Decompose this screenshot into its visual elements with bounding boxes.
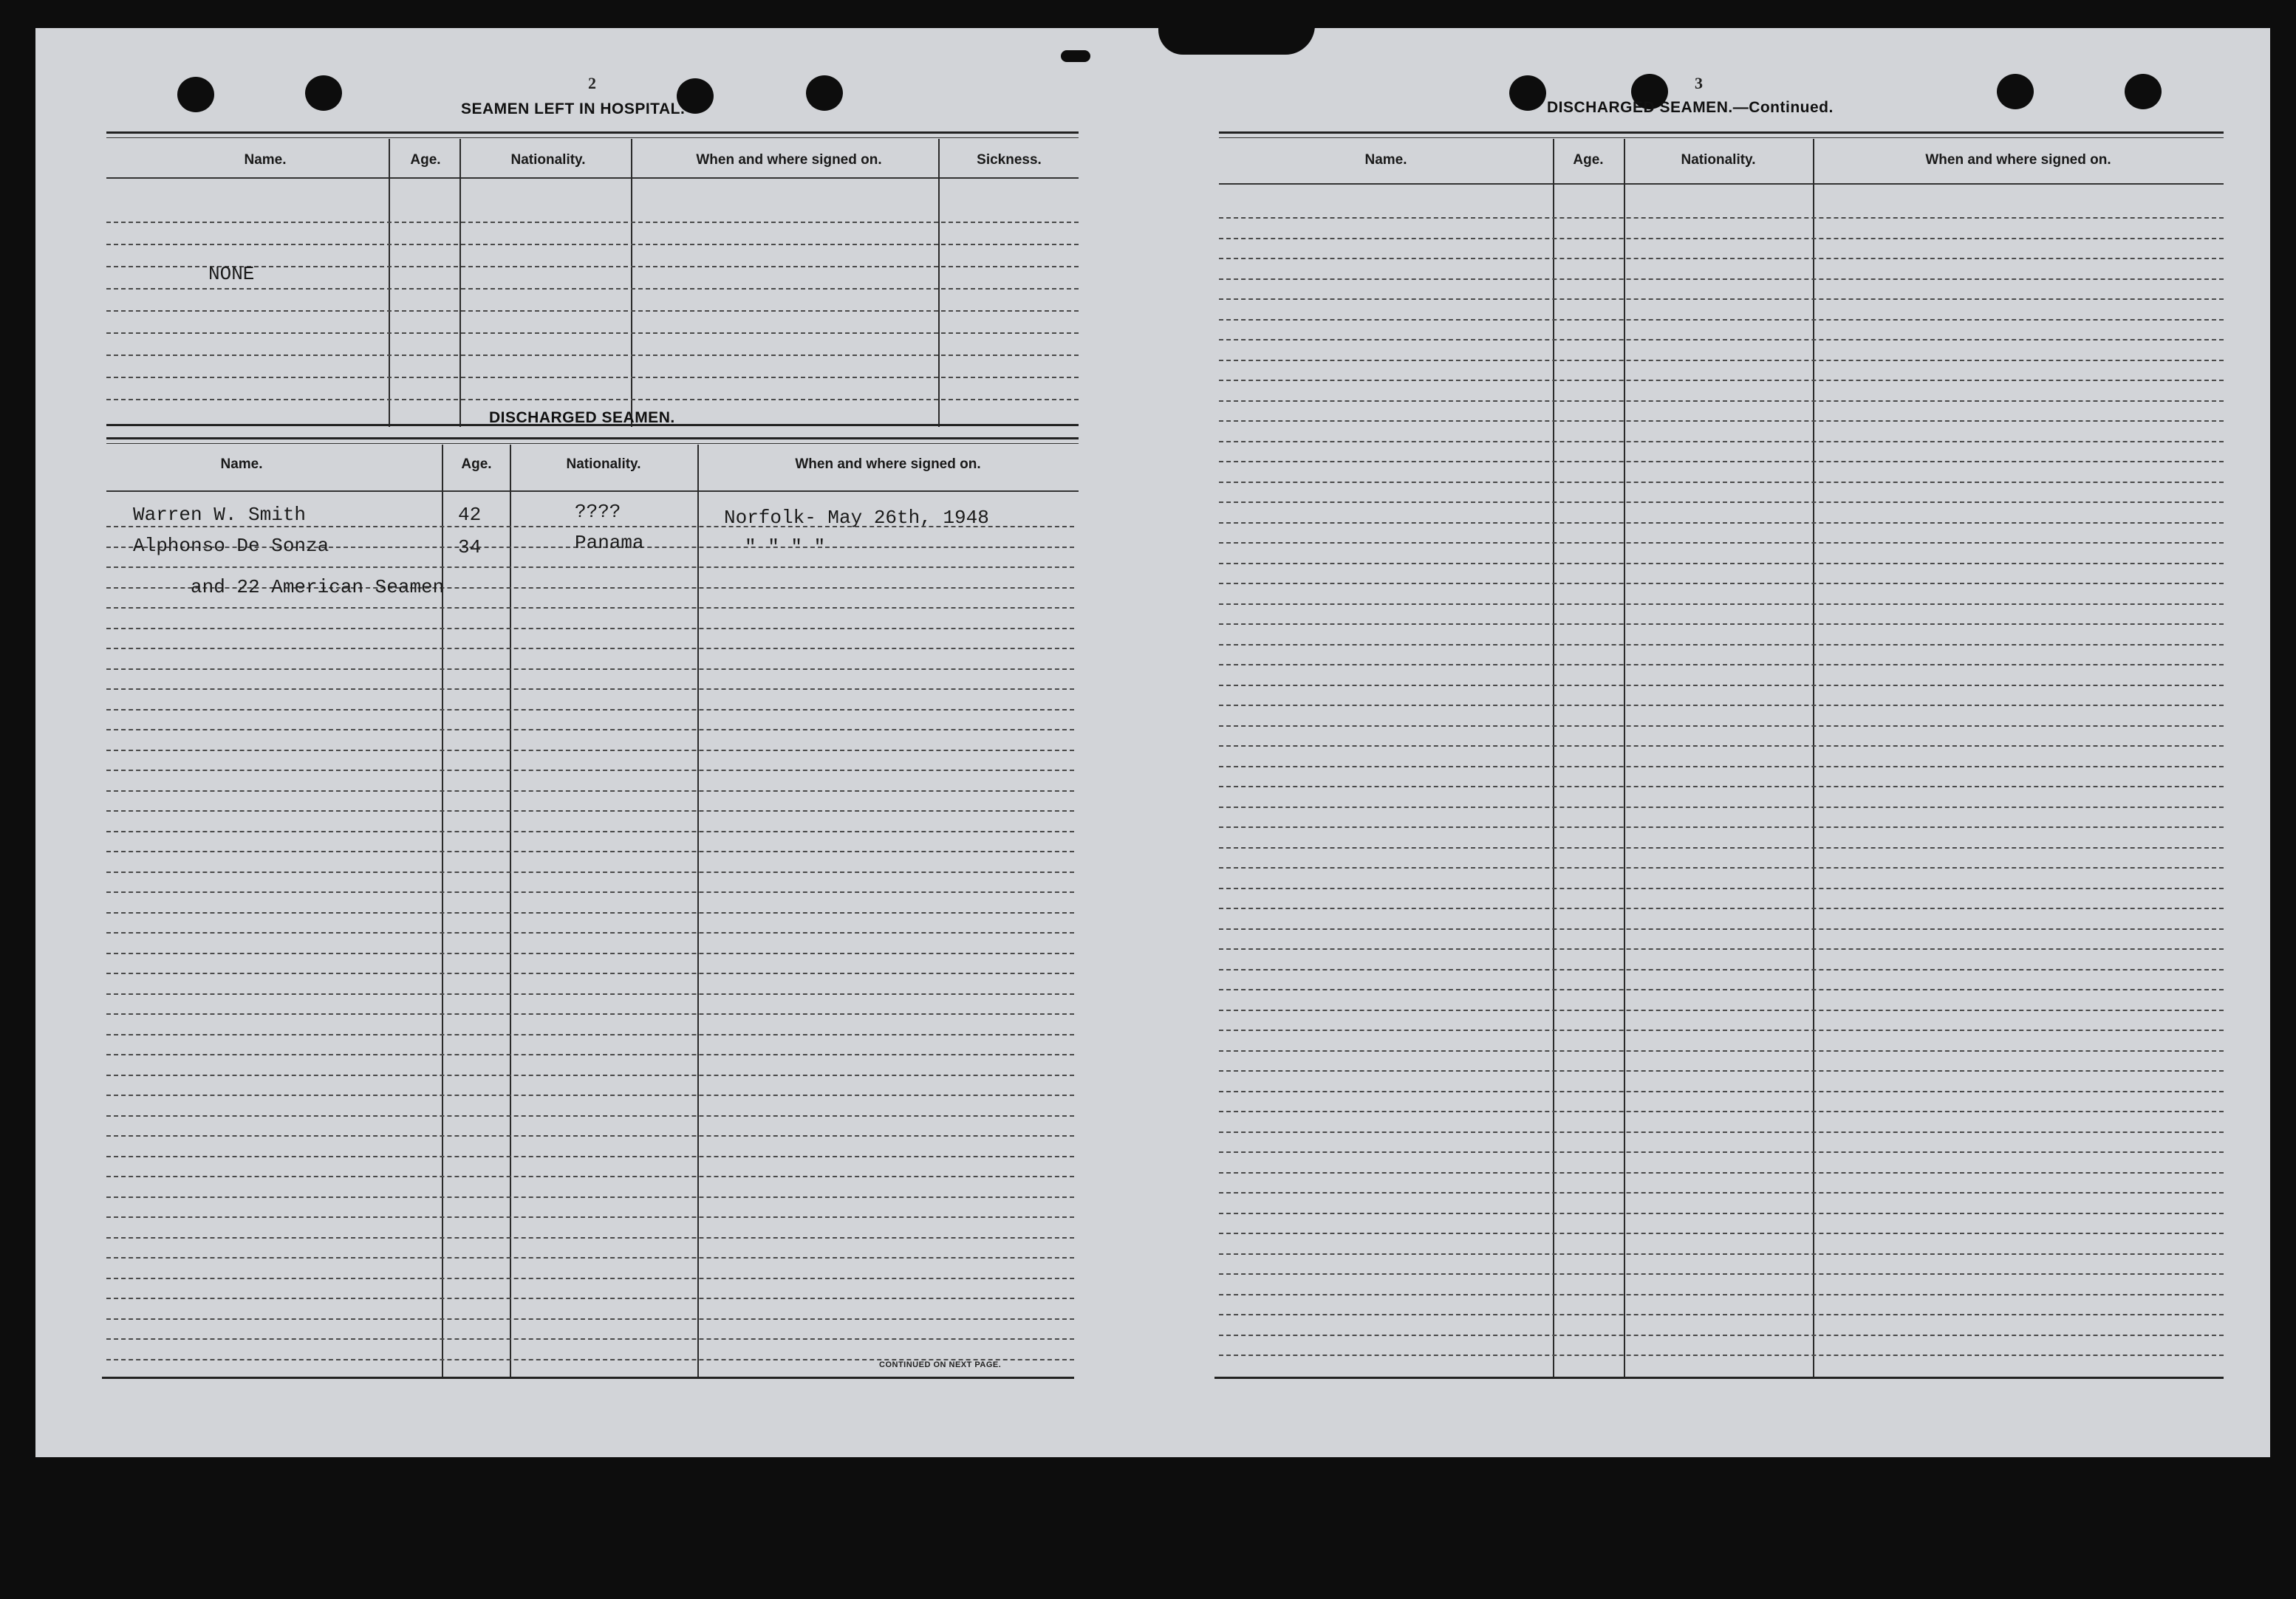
entry-line <box>1219 1131 2224 1133</box>
entry-line <box>1219 1213 2224 1214</box>
entry-line <box>106 1237 1074 1239</box>
page-number: 3 <box>1695 74 1703 92</box>
entry-line <box>106 332 1079 334</box>
entry-line <box>106 953 1074 954</box>
header-rule <box>1219 183 2224 185</box>
hospital-entry-none: NONE <box>208 263 255 285</box>
entry-line <box>106 566 1074 568</box>
entry-line <box>1219 603 2224 605</box>
entry-line <box>106 770 1074 771</box>
seaman-nationality: Panama <box>575 532 644 554</box>
entry-line <box>1219 360 2224 361</box>
entry-line <box>1219 807 2224 808</box>
entry-line <box>1219 989 2224 990</box>
entry-line <box>1219 441 2224 442</box>
col-header-signed-on: When and where signed on. <box>1925 152 2111 168</box>
column-rule <box>1624 139 1625 1377</box>
entry-line <box>106 709 1074 711</box>
seaman-signed-on: Norfolk- May 26th, 1948 <box>724 507 989 529</box>
col-header-nationality: Nationality. <box>510 152 586 168</box>
entry-line <box>1219 501 2224 503</box>
entry-line <box>1219 461 2224 462</box>
column-rule <box>1813 139 1814 1377</box>
entry-line <box>1219 339 2224 340</box>
entry-line <box>106 831 1074 832</box>
entry-line <box>106 1257 1074 1259</box>
entry-line <box>1219 1050 2224 1052</box>
entry-line <box>106 891 1074 893</box>
col-header-name: Name. <box>244 152 287 168</box>
entry-line <box>1219 1070 2224 1072</box>
entry-line <box>1219 420 2224 422</box>
col-header-age: Age. <box>461 456 492 472</box>
col-header-sickness: Sickness. <box>977 152 1042 168</box>
entry-line <box>1219 298 2224 300</box>
entry-line <box>106 244 1079 245</box>
entry-line <box>1219 1151 2224 1153</box>
entry-line <box>106 648 1074 649</box>
entry-line <box>106 1216 1074 1218</box>
entry-line <box>1219 867 2224 869</box>
entry-line <box>1219 1294 2224 1295</box>
header-rule <box>106 177 1079 179</box>
entry-line <box>1219 1233 2224 1234</box>
entry-line <box>1219 725 2224 727</box>
column-rule <box>938 139 940 427</box>
entry-line <box>106 1278 1074 1279</box>
entry-line <box>106 628 1074 629</box>
entry-line <box>106 912 1074 914</box>
punch-hole <box>1997 74 2034 109</box>
entry-line <box>106 1054 1074 1055</box>
entry-line <box>1219 319 2224 321</box>
entry-line <box>106 851 1074 852</box>
entry-line <box>1219 380 2224 381</box>
entry-line <box>106 607 1074 609</box>
entry-line <box>106 1115 1074 1117</box>
seaman-name: Warren W. Smith <box>133 504 307 526</box>
entry-line <box>1219 1273 2224 1275</box>
table-top-rule <box>1219 131 2224 134</box>
entry-line <box>106 790 1074 792</box>
col-header-signed-on: When and where signed on. <box>795 456 981 472</box>
table-top-rule <box>106 437 1079 439</box>
entry-line <box>1219 583 2224 584</box>
entry-line <box>106 1196 1074 1198</box>
entry-line <box>106 1156 1074 1157</box>
punch-hole <box>1509 75 1546 111</box>
table-bottom-rule <box>1214 1377 2224 1379</box>
entry-line <box>106 993 1074 995</box>
continued-footer: CONTINUED ON NEXT PAGE. <box>879 1360 1002 1369</box>
punch-hole <box>305 75 342 111</box>
entry-line <box>1219 908 2224 909</box>
entry-line <box>106 399 1079 400</box>
entry-line <box>1219 847 2224 849</box>
seaman-nationality: ???? <box>575 501 621 523</box>
entry-line <box>1219 664 2224 665</box>
entry-line <box>106 750 1074 751</box>
entry-line <box>106 810 1074 812</box>
entry-line <box>106 288 1079 290</box>
punch-hole <box>2125 74 2162 109</box>
entry-line <box>1219 238 2224 239</box>
header-rule <box>106 490 1079 492</box>
entry-line <box>1219 745 2224 747</box>
entry-line <box>1219 685 2224 686</box>
table-bottom-rule <box>102 1377 1074 1379</box>
entry-line <box>106 1338 1074 1340</box>
entry-line <box>106 1176 1074 1177</box>
table-top-rule <box>106 137 1079 138</box>
entry-line <box>1219 705 2224 706</box>
entry-line <box>1219 1192 2224 1194</box>
entry-line <box>106 1034 1074 1035</box>
hospital-section-title: SEAMEN LEFT IN HOSPITAL. <box>461 100 686 117</box>
entry-line <box>106 1135 1074 1137</box>
entry-line <box>1219 826 2224 828</box>
col-header-nationality: Nationality. <box>1681 152 1756 168</box>
column-rule <box>459 139 461 427</box>
entry-line <box>106 1298 1074 1299</box>
col-header-age: Age. <box>410 152 441 168</box>
entry-line <box>1219 1314 2224 1315</box>
table-top-rule <box>106 443 1079 444</box>
entry-line <box>106 688 1074 690</box>
entry-line <box>106 222 1079 223</box>
col-header-name: Name. <box>1364 152 1407 168</box>
entry-line <box>1219 1030 2224 1031</box>
column-rule <box>631 139 632 427</box>
table-top-rule <box>1219 137 2224 138</box>
additional-seamen-note: and 22 American Seamen <box>191 576 445 598</box>
entry-line <box>1219 1253 2224 1255</box>
page-number: 2 <box>588 74 596 92</box>
entry-line <box>106 355 1079 356</box>
column-rule <box>389 139 390 427</box>
seaman-signed-on: " " " " <box>745 536 826 558</box>
entry-line <box>106 932 1074 934</box>
entry-line <box>1219 644 2224 646</box>
discharged-continued-title: DISCHARGED SEAMEN.—Continued. <box>1547 99 1834 116</box>
entry-line <box>1219 217 2224 219</box>
entry-line <box>1219 766 2224 767</box>
entry-line <box>106 973 1074 974</box>
entry-line <box>106 1095 1074 1096</box>
entry-line <box>1219 1172 2224 1174</box>
discharged-section-title: DISCHARGED SEAMEN. <box>489 409 675 426</box>
entry-line <box>1219 258 2224 259</box>
entry-line <box>106 1013 1074 1015</box>
punch-hole <box>177 77 214 112</box>
seaman-name: Alphonso De Sonza <box>133 535 329 557</box>
entry-line <box>106 1075 1074 1076</box>
entry-line <box>1219 542 2224 544</box>
punch-hole <box>806 75 843 111</box>
entry-line <box>1219 1091 2224 1092</box>
seaman-age: 34 <box>458 536 482 558</box>
entry-line <box>106 1318 1074 1320</box>
entry-line <box>106 668 1074 670</box>
torn-edge <box>1061 50 1090 62</box>
entry-line <box>106 872 1074 873</box>
entry-line <box>1219 1111 2224 1112</box>
entry-line <box>1219 1335 2224 1336</box>
document-sheet <box>35 28 2270 1457</box>
col-header-age: Age. <box>1573 152 1604 168</box>
entry-line <box>1219 563 2224 564</box>
entry-line <box>106 377 1079 378</box>
col-header-name: Name. <box>220 456 263 472</box>
col-header-signed-on: When and where signed on. <box>696 152 882 168</box>
entry-line <box>1219 1010 2224 1011</box>
table-top-rule <box>106 131 1079 134</box>
entry-line <box>1219 969 2224 970</box>
entry-line <box>1219 786 2224 787</box>
entry-line <box>1219 928 2224 930</box>
entry-line <box>106 729 1074 730</box>
entry-line <box>1219 948 2224 950</box>
entry-line <box>1219 623 2224 625</box>
col-header-nationality: Nationality. <box>566 456 641 472</box>
column-rule <box>1553 139 1554 1377</box>
torn-edge <box>1158 25 1315 55</box>
entry-line <box>106 310 1079 312</box>
seaman-age: 42 <box>458 504 482 526</box>
entry-line <box>1219 482 2224 483</box>
entry-line <box>1219 888 2224 889</box>
entry-line <box>1219 400 2224 402</box>
entry-line <box>1219 1355 2224 1356</box>
entry-line <box>1219 278 2224 280</box>
entry-line <box>1219 522 2224 524</box>
